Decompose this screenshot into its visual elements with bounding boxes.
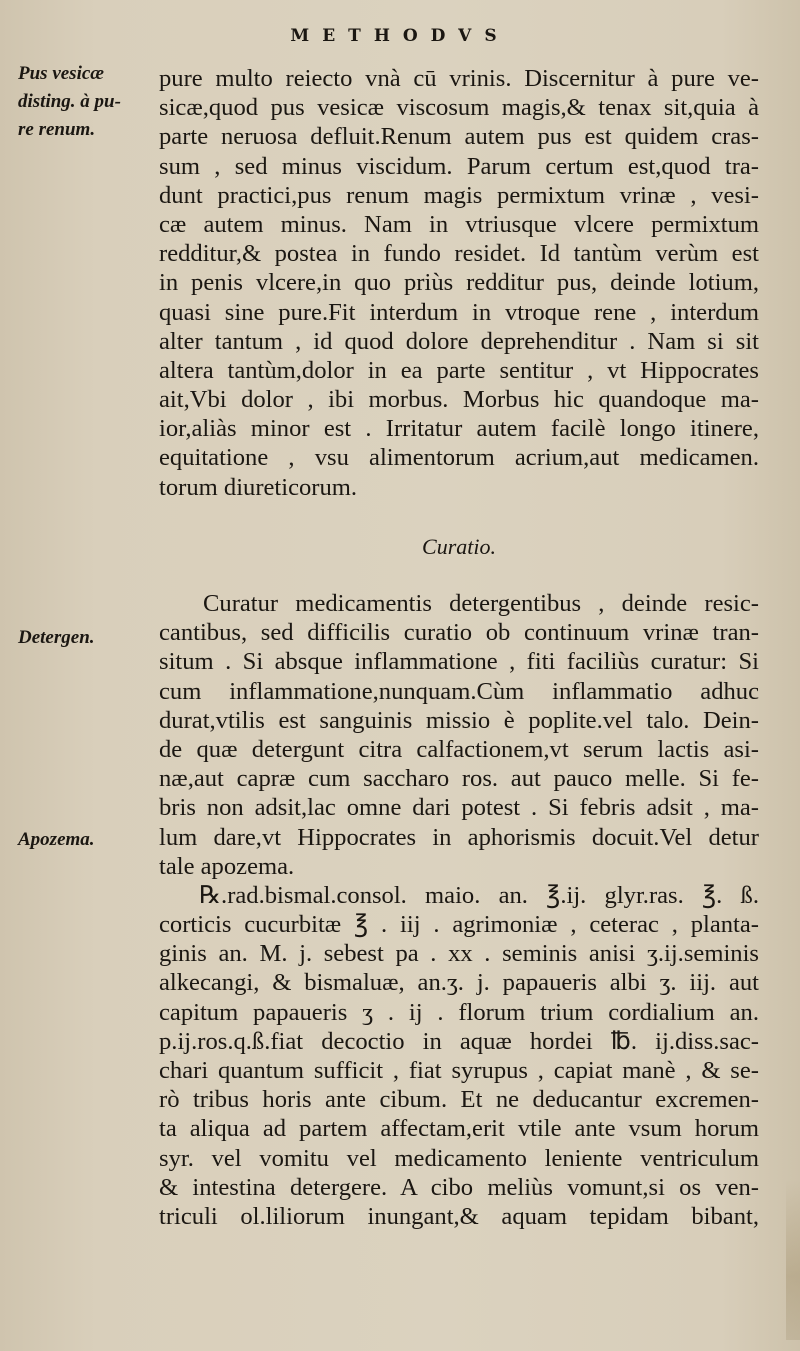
margin-note-pus-vesicae bbox=[18, 60, 158, 144]
margin-note-line: re renum. bbox=[18, 119, 96, 140]
paper-stain bbox=[786, 1180, 800, 1340]
margin-note-detergen bbox=[18, 624, 158, 652]
recipe-line: corticis cucurbitæ ℥ . iij . agrimoniæ , ceterac , planta- bbox=[159, 911, 759, 939]
running-head: METHODVS bbox=[290, 26, 510, 46]
text-line: cantibus, sed difficilis curatio ob continuum vrinæ tran- bbox=[159, 619, 759, 647]
recipe-line: syr. vel vomitu vel medicamento leniente ventriculum bbox=[159, 1144, 759, 1172]
recipe-line: chari quantum sufficit , fiat syrupus , capiat manè , & se- bbox=[159, 1057, 759, 1084]
section-title-curatio: Curatio. bbox=[422, 533, 496, 559]
recipe-line: capitum papaueris ʒ . ij . florum trium cordialium an. bbox=[159, 998, 759, 1026]
text-line: cæ autem minus. Nam in vtriusque vlcere permixtum bbox=[159, 210, 759, 238]
paragraph-curatio bbox=[159, 589, 759, 881]
text-line: quasi sine pure.Fit interdum in vtroque rene , interdum bbox=[159, 298, 759, 326]
text-line: sum , sed minus viscidum. Parum certum est,quod tra- bbox=[159, 152, 759, 180]
recipe-line: ta aliqua ad partem affectam,erit vtile ante vsum horum bbox=[159, 1115, 759, 1143]
recipe-line: ginis an. M. j. sebest pa . xx . seminis anisi ʒ.ij.seminis bbox=[159, 940, 759, 968]
main-text bbox=[159, 64, 759, 1231]
text-line: ait,Vbi dolor , ibi morbus. Morbus hic quandoque ma- bbox=[159, 386, 759, 414]
recipe-line: alkecangi, & bismaluæ, an.ʒ. j. papaueris albi ʒ. iij. aut bbox=[159, 969, 759, 997]
recipe-line: p.ij.ros.q.ß.fiat decoctio in aquæ hordei ℔. ij.diss.sac- bbox=[159, 1027, 759, 1055]
text-line: de quæ detergunt citra calfactionem,vt serum lactis asi- bbox=[159, 735, 759, 763]
text-line: equitatione , vsu alimentorum acrium,aut medicamen. bbox=[159, 444, 759, 472]
text-line: ior,aliàs minor est . Irritatur autem facilè longo itinere, bbox=[159, 415, 759, 443]
text-line: bris non adsit,lac omne dari potest . Si febris adsit , ma- bbox=[159, 794, 759, 822]
margin-note-apozema bbox=[18, 826, 158, 854]
text-line: in penis vlcere,in quo priùs redditur pus, deinde lotium, bbox=[159, 269, 759, 297]
margin-note-line: Detergen. bbox=[18, 627, 95, 648]
paragraph-diagnosis bbox=[159, 64, 759, 502]
recipe-block bbox=[159, 881, 759, 1231]
text-line: tale apozema. bbox=[159, 852, 295, 880]
text-line: torum diureticorum. bbox=[159, 473, 358, 501]
text-line: redditur,& postea in fundo residet. Id tantùm verùm est bbox=[159, 240, 759, 268]
recipe-line: & intestina detergere. A cibo meliùs vomunt,si os ven- bbox=[159, 1173, 759, 1201]
text-line: pure multo reiecto vnà cū vrinis. Discernitur à pure ve- bbox=[159, 65, 759, 92]
text-line: alter tantum , id quod dolore deprehenditur . Nam si sit bbox=[159, 327, 759, 355]
text-line: parte neruosa defluit.Renum autem pus est quidem cras- bbox=[159, 123, 759, 151]
text-line: sicæ,quod pus vesicæ viscosum magis,& tenax sit,quia à bbox=[159, 94, 759, 122]
margin-note-line: disting. à pu- bbox=[18, 91, 121, 112]
text-line: Curatur medicamentis detergentibus , deinde resic- bbox=[203, 590, 759, 617]
recipe-line: ℞.rad.bismal.consol. maio. an. ℥.ij. glyr.ras. ℥. ß. bbox=[199, 881, 759, 909]
text-line: næ,aut capræ cum saccharo ros. aut pauco melle. Si fe- bbox=[159, 765, 759, 793]
margin-note-line: Pus vesicæ bbox=[18, 63, 105, 84]
text-line: durat,vtilis est sanguinis missio è poplite.vel talo. Dein- bbox=[159, 706, 759, 734]
text-line: dunt practici,pus renum magis permixtum vrinæ , vesi- bbox=[159, 181, 759, 209]
recipe-line: rò tribus horis ante cibum. Et ne deducantur excremen- bbox=[159, 1086, 759, 1114]
text-line: cum inflammatione,nunquam.Cùm inflammatio adhuc bbox=[159, 677, 759, 705]
text-line: altera tantùm,dolor in ea parte sentitur , vt Hippocrates bbox=[159, 356, 759, 384]
margin-note-line: Apozema. bbox=[18, 829, 95, 850]
text-line: lum dare,vt Hippocrates in aphorismis docuit.Vel detur bbox=[159, 823, 759, 851]
text-line: situm . Si absque inflammatione , fiti faciliùs curatur: Si bbox=[159, 648, 759, 676]
recipe-line: triculi ol.liliorum inungant,& aquam tepidam bibant, bbox=[159, 1202, 759, 1230]
